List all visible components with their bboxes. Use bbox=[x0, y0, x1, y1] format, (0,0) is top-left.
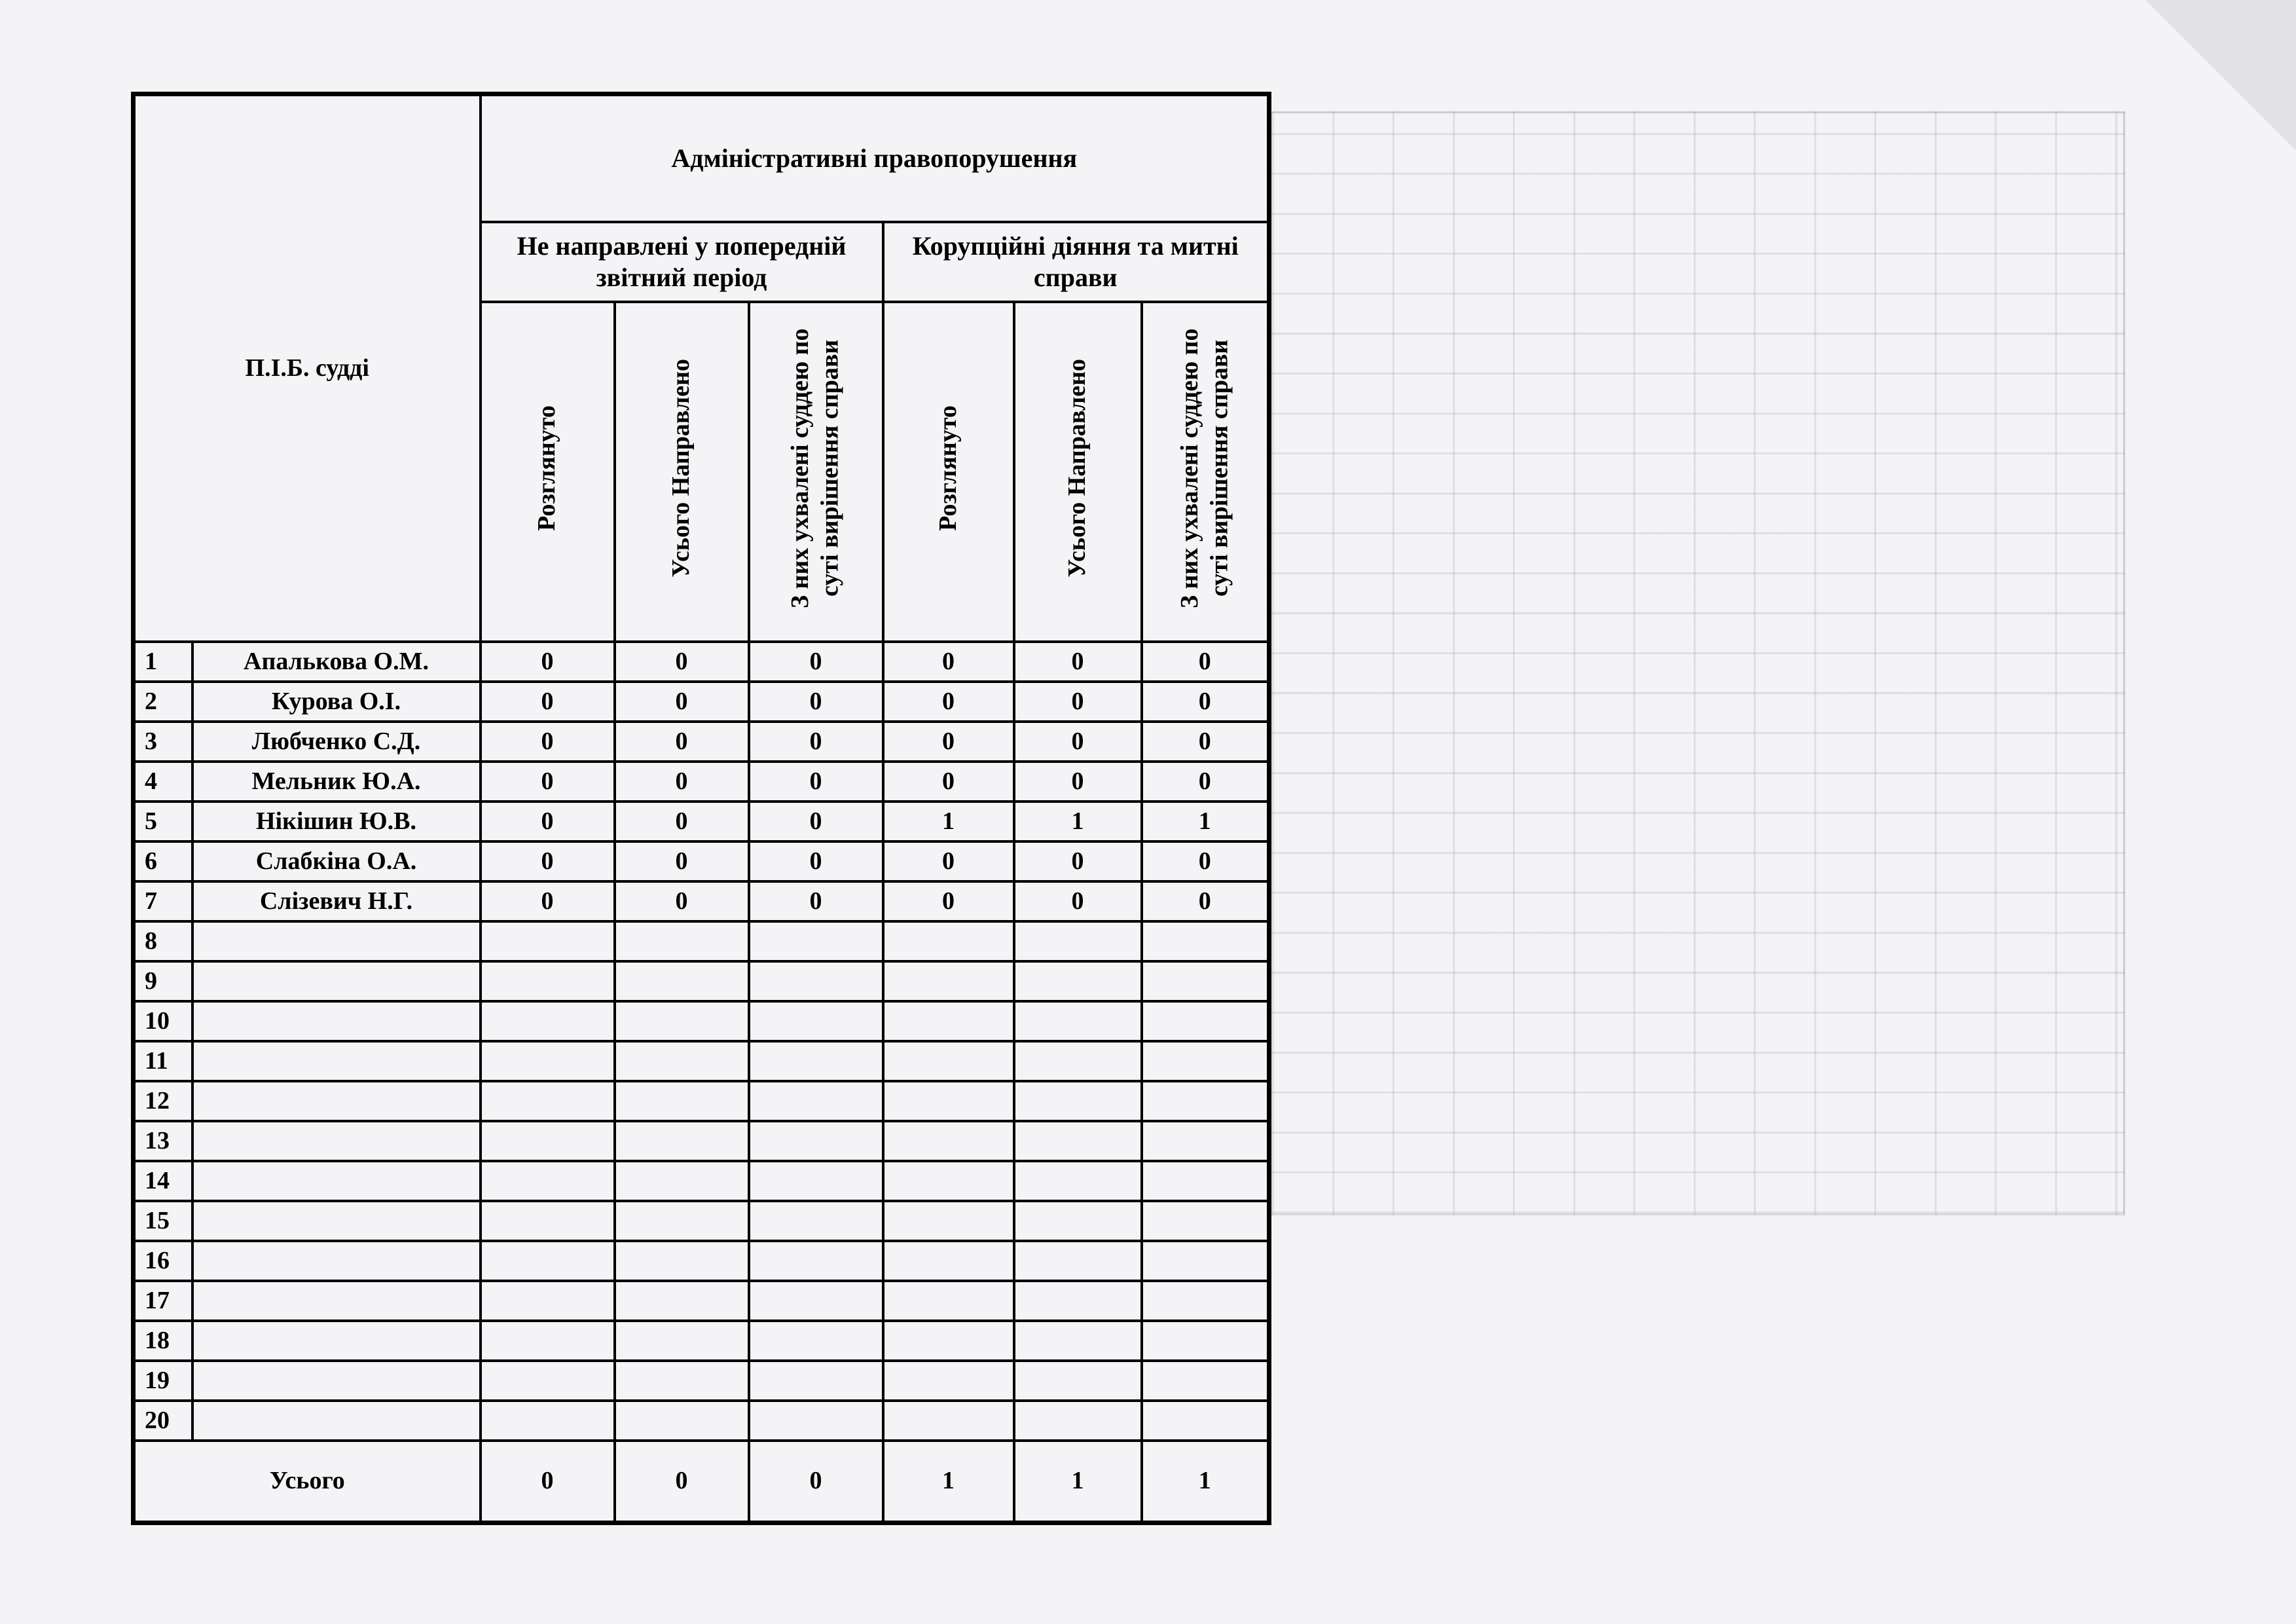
total-value: 0 bbox=[481, 1441, 615, 1523]
value-cell: 0 bbox=[749, 881, 883, 921]
total-value: 0 bbox=[749, 1441, 883, 1523]
value-cell bbox=[615, 1361, 749, 1401]
row-number: 20 bbox=[134, 1401, 192, 1441]
value-cell: 0 bbox=[615, 682, 749, 722]
value-cell: 0 bbox=[1142, 881, 1269, 921]
main-title: Адміністративні правопорушення bbox=[481, 94, 1269, 223]
value-cell: 0 bbox=[1142, 682, 1269, 722]
page-fold bbox=[2145, 0, 2296, 151]
table-row bbox=[134, 1281, 1269, 1321]
value-cell bbox=[1142, 1161, 1269, 1201]
table-row bbox=[134, 802, 1269, 841]
col-header-sent-1: Усього Направлено bbox=[615, 302, 749, 642]
total-value: 0 bbox=[615, 1441, 749, 1523]
row-number: 6 bbox=[134, 841, 192, 881]
value-cell bbox=[481, 1001, 615, 1041]
value-cell bbox=[1142, 1281, 1269, 1321]
value-cell: 1 bbox=[1014, 802, 1142, 841]
value-cell: 0 bbox=[481, 802, 615, 841]
value-cell bbox=[883, 1281, 1014, 1321]
value-cell bbox=[883, 961, 1014, 1001]
bleed-through-table bbox=[1270, 111, 2125, 1215]
value-cell: 0 bbox=[1014, 642, 1142, 682]
judge-name: Курова О.І. bbox=[192, 682, 481, 722]
table-row bbox=[134, 722, 1269, 762]
row-number: 1 bbox=[134, 642, 192, 682]
row-number: 19 bbox=[134, 1361, 192, 1401]
value-cell: 0 bbox=[615, 642, 749, 682]
value-cell bbox=[481, 961, 615, 1001]
judge-name bbox=[192, 1081, 481, 1121]
value-cell: 0 bbox=[481, 881, 615, 921]
value-cell: 0 bbox=[749, 762, 883, 802]
judge-name: Слабкіна О.А. bbox=[192, 841, 481, 881]
judge-name: Нікішин Ю.В. bbox=[192, 802, 481, 841]
table-row bbox=[134, 841, 1269, 881]
table-row bbox=[134, 881, 1269, 921]
value-cell: 0 bbox=[1014, 881, 1142, 921]
judge-name bbox=[192, 1161, 481, 1201]
value-cell bbox=[481, 1161, 615, 1201]
value-cell bbox=[749, 1401, 883, 1441]
value-cell: 0 bbox=[1142, 722, 1269, 762]
value-cell bbox=[1142, 1401, 1269, 1441]
value-cell bbox=[1014, 961, 1142, 1001]
value-cell: 0 bbox=[883, 841, 1014, 881]
value-cell bbox=[481, 1241, 615, 1281]
value-cell: 0 bbox=[615, 881, 749, 921]
row-number: 5 bbox=[134, 802, 192, 841]
value-cell bbox=[1014, 921, 1142, 961]
judge-name bbox=[192, 1001, 481, 1041]
value-cell bbox=[615, 1081, 749, 1121]
value-cell: 0 bbox=[749, 802, 883, 841]
value-cell bbox=[481, 1201, 615, 1241]
value-cell bbox=[749, 921, 883, 961]
value-cell bbox=[481, 921, 615, 961]
col-header-considered-2: Розглянуто bbox=[883, 302, 1014, 642]
value-cell bbox=[1014, 1161, 1142, 1201]
row-number: 13 bbox=[134, 1121, 192, 1161]
table-row bbox=[134, 1241, 1269, 1281]
table-row bbox=[134, 1161, 1269, 1201]
value-cell: 0 bbox=[749, 682, 883, 722]
value-cell bbox=[749, 1161, 883, 1201]
table-row bbox=[134, 1001, 1269, 1041]
value-cell bbox=[1014, 1321, 1142, 1361]
value-cell bbox=[1142, 1241, 1269, 1281]
total-value: 1 bbox=[1014, 1441, 1142, 1523]
row-number: 17 bbox=[134, 1281, 192, 1321]
value-cell: 0 bbox=[883, 881, 1014, 921]
value-cell bbox=[883, 1401, 1014, 1441]
value-cell: 0 bbox=[615, 802, 749, 841]
value-cell bbox=[1142, 1081, 1269, 1121]
value-cell: 1 bbox=[883, 802, 1014, 841]
value-cell bbox=[749, 1241, 883, 1281]
row-number: 10 bbox=[134, 1001, 192, 1041]
value-cell: 0 bbox=[1014, 762, 1142, 802]
row-number: 11 bbox=[134, 1041, 192, 1081]
row-number: 18 bbox=[134, 1321, 192, 1361]
value-cell bbox=[1142, 1121, 1269, 1161]
value-cell bbox=[1014, 1241, 1142, 1281]
value-cell bbox=[1142, 921, 1269, 961]
value-cell: 0 bbox=[883, 722, 1014, 762]
value-cell bbox=[481, 1321, 615, 1361]
value-cell bbox=[883, 1201, 1014, 1241]
value-cell bbox=[1142, 1321, 1269, 1361]
row-number: 4 bbox=[134, 762, 192, 802]
value-cell bbox=[1142, 1361, 1269, 1401]
value-cell: 0 bbox=[481, 762, 615, 802]
table-row bbox=[134, 1321, 1269, 1361]
judge-name bbox=[192, 1201, 481, 1241]
col-header-decided-1: З них ухвалені суддею по суті вирішення справи bbox=[749, 302, 883, 642]
row-number: 7 bbox=[134, 881, 192, 921]
group-corruption-header: Корупційні діяння та митні справи bbox=[883, 222, 1269, 302]
col-header-considered-1: Розглянуто bbox=[481, 302, 615, 642]
value-cell bbox=[883, 1161, 1014, 1201]
judge-name: Слізевич Н.Г. bbox=[192, 881, 481, 921]
table-row bbox=[134, 961, 1269, 1001]
judges-statistics-table bbox=[131, 92, 1271, 1525]
table-row bbox=[134, 1081, 1269, 1121]
table-row bbox=[134, 642, 1269, 682]
value-cell bbox=[1014, 1281, 1142, 1321]
value-cell: 0 bbox=[1142, 642, 1269, 682]
value-cell: 0 bbox=[1014, 722, 1142, 762]
value-cell bbox=[1142, 1001, 1269, 1041]
value-cell bbox=[749, 1321, 883, 1361]
judge-name bbox=[192, 921, 481, 961]
value-cell: 0 bbox=[1014, 841, 1142, 881]
value-cell bbox=[1014, 1401, 1142, 1441]
value-cell: 0 bbox=[749, 841, 883, 881]
table-row bbox=[134, 762, 1269, 802]
value-cell bbox=[1142, 961, 1269, 1001]
value-cell bbox=[615, 1321, 749, 1361]
value-cell bbox=[1142, 1041, 1269, 1081]
table-row bbox=[134, 1201, 1269, 1241]
judge-name: Мельник Ю.А. bbox=[192, 762, 481, 802]
col-header-decided-2: З них ухвалені суддею по суті вирішення справи bbox=[1142, 302, 1269, 642]
value-cell: 0 bbox=[883, 642, 1014, 682]
row-number: 15 bbox=[134, 1201, 192, 1241]
row-number: 8 bbox=[134, 921, 192, 961]
value-cell bbox=[749, 1001, 883, 1041]
value-cell: 0 bbox=[1142, 762, 1269, 802]
total-value: 1 bbox=[1142, 1441, 1269, 1523]
value-cell bbox=[1014, 1201, 1142, 1241]
col-header-sent-2: Усього Направлено bbox=[1014, 302, 1142, 642]
judge-name bbox=[192, 1361, 481, 1401]
value-cell bbox=[615, 1201, 749, 1241]
row-number: 3 bbox=[134, 722, 192, 762]
judge-name-header: П.І.Б. судді bbox=[134, 94, 481, 642]
judge-name: Любченко С.Д. bbox=[192, 722, 481, 762]
judge-name bbox=[192, 961, 481, 1001]
value-cell bbox=[883, 1241, 1014, 1281]
value-cell bbox=[615, 1241, 749, 1281]
total-value: 1 bbox=[883, 1441, 1014, 1523]
table-row bbox=[134, 1121, 1269, 1161]
value-cell: 0 bbox=[1014, 682, 1142, 722]
row-number: 14 bbox=[134, 1161, 192, 1201]
row-number: 9 bbox=[134, 961, 192, 1001]
value-cell bbox=[883, 921, 1014, 961]
table-row bbox=[134, 921, 1269, 961]
value-cell bbox=[615, 1161, 749, 1201]
value-cell bbox=[481, 1121, 615, 1161]
value-cell bbox=[883, 1121, 1014, 1161]
value-cell: 0 bbox=[883, 762, 1014, 802]
value-cell bbox=[1014, 1041, 1142, 1081]
group-not-sent-header: Не направлені у попередній звітний період bbox=[481, 222, 883, 302]
value-cell bbox=[1014, 1121, 1142, 1161]
value-cell bbox=[615, 1401, 749, 1441]
value-cell: 0 bbox=[615, 841, 749, 881]
value-cell: 0 bbox=[1142, 841, 1269, 881]
value-cell: 0 bbox=[749, 642, 883, 682]
row-number: 12 bbox=[134, 1081, 192, 1121]
judge-name bbox=[192, 1241, 481, 1281]
value-cell bbox=[1014, 1081, 1142, 1121]
value-cell bbox=[481, 1281, 615, 1321]
value-cell bbox=[749, 1081, 883, 1121]
value-cell bbox=[481, 1041, 615, 1081]
judge-name bbox=[192, 1401, 481, 1441]
value-cell bbox=[615, 1001, 749, 1041]
value-cell bbox=[481, 1081, 615, 1121]
judge-name bbox=[192, 1281, 481, 1321]
value-cell: 0 bbox=[481, 642, 615, 682]
value-cell bbox=[615, 961, 749, 1001]
value-cell bbox=[615, 1281, 749, 1321]
value-cell bbox=[883, 1041, 1014, 1081]
table-row bbox=[134, 1041, 1269, 1081]
total-row bbox=[134, 1441, 1269, 1523]
value-cell: 0 bbox=[481, 722, 615, 762]
value-cell bbox=[615, 1041, 749, 1081]
value-cell bbox=[749, 1041, 883, 1081]
row-number: 16 bbox=[134, 1241, 192, 1281]
value-cell: 1 bbox=[1142, 802, 1269, 841]
value-cell: 0 bbox=[615, 762, 749, 802]
value-cell bbox=[749, 961, 883, 1001]
value-cell bbox=[481, 1401, 615, 1441]
value-cell bbox=[615, 1121, 749, 1161]
judge-name: Апалькова О.М. bbox=[192, 642, 481, 682]
judge-name bbox=[192, 1321, 481, 1361]
table-row bbox=[134, 682, 1269, 722]
value-cell bbox=[749, 1361, 883, 1401]
table-row bbox=[134, 1401, 1269, 1441]
value-cell bbox=[749, 1201, 883, 1241]
value-cell bbox=[883, 1321, 1014, 1361]
value-cell: 0 bbox=[481, 682, 615, 722]
value-cell: 0 bbox=[481, 841, 615, 881]
value-cell bbox=[1014, 1361, 1142, 1401]
value-cell: 0 bbox=[883, 682, 1014, 722]
table-row bbox=[134, 1361, 1269, 1401]
value-cell bbox=[481, 1361, 615, 1401]
value-cell: 0 bbox=[749, 722, 883, 762]
value-cell bbox=[1014, 1001, 1142, 1041]
value-cell bbox=[749, 1121, 883, 1161]
judge-name bbox=[192, 1121, 481, 1161]
value-cell: 0 bbox=[615, 722, 749, 762]
row-number: 2 bbox=[134, 682, 192, 722]
value-cell bbox=[883, 1081, 1014, 1121]
total-label: Усього bbox=[134, 1441, 481, 1523]
value-cell bbox=[615, 921, 749, 961]
value-cell bbox=[749, 1281, 883, 1321]
value-cell bbox=[1142, 1201, 1269, 1241]
judge-name bbox=[192, 1041, 481, 1081]
value-cell bbox=[883, 1001, 1014, 1041]
value-cell bbox=[883, 1361, 1014, 1401]
